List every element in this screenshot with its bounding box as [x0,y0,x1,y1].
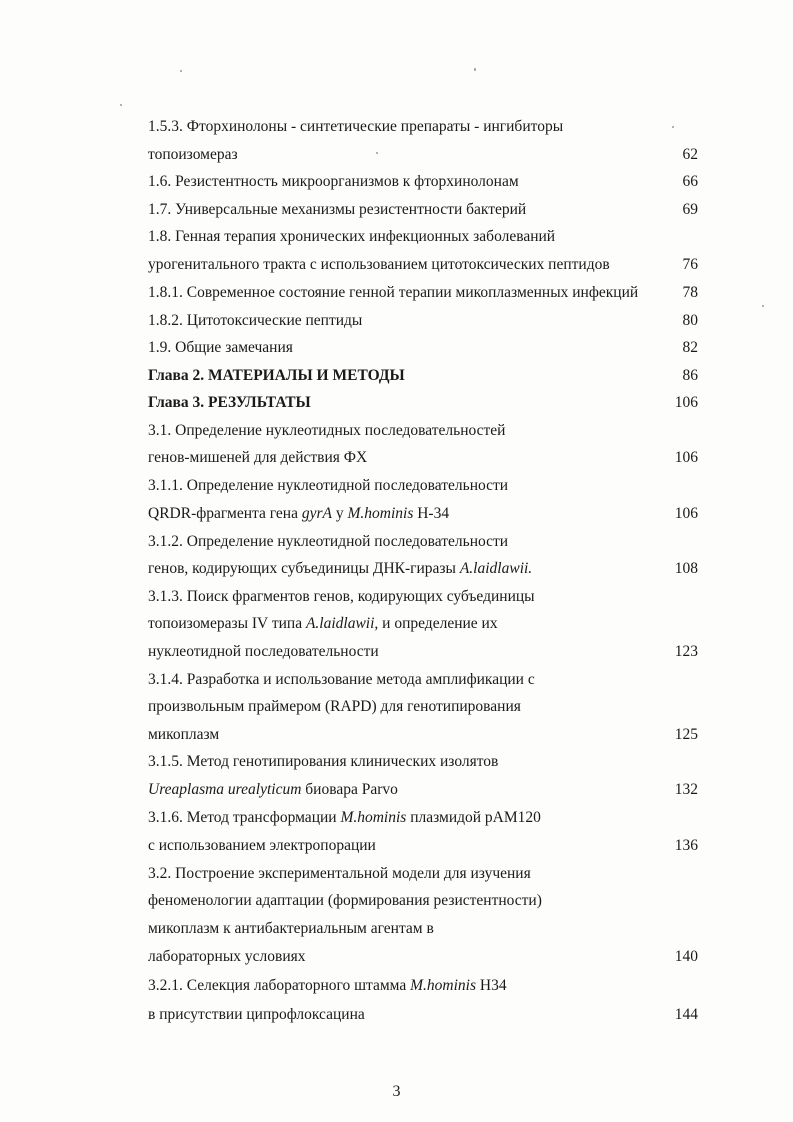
toc-entry [0,200,793,220]
toc-entry [0,227,793,247]
toc-entry [0,587,793,607]
toc-entry [0,283,793,303]
toc-entry [0,670,793,690]
toc-entry [0,117,793,137]
toc-entry [0,532,793,552]
toc-entry-title: 1.8. Генная терапия хронических инфекционных заболеваний [148,228,556,245]
toc-entry [0,725,793,745]
toc-entry-page: 80 [682,312,698,329]
toc-entry-title: 1.5.3. Фторхинолоны - синтетические препараты - ингибиторы [148,118,564,135]
scan-speck [120,104,122,106]
toc-entry [0,145,793,165]
toc-entry-title: 1.9. Общие замечания [148,339,293,356]
toc-entry-page: 123 [674,643,698,660]
toc-entry-title: 3.1.5. Метод генотипирования клинических изолятов [148,753,499,770]
toc-entry-title: Глава 3. РЕЗУЛЬТАТЫ [148,394,311,411]
toc-entry [0,504,793,524]
toc-entry-title: произвольным праймером (RAPD) для генотипирования [148,698,521,715]
toc-entry [0,808,793,828]
toc-entry-page: 69 [682,201,698,218]
toc-entry-title: с использованием электропорации [148,837,376,854]
toc-entry [0,311,793,331]
toc-entry-title: урогенитального тракта с использованием цитотоксических пептидов [148,256,610,273]
toc-entry-title: 3.1.2. Определение нуклеотидной последовательности [148,533,509,550]
toc-entry-title: 3.2.1. Селекция лабораторного штамма M.hominis H34 [148,977,507,994]
scan-speck [180,70,182,72]
toc-entry-page: 62 [682,146,698,163]
toc-entry [0,891,793,911]
toc-entry [0,1005,793,1025]
toc-entry-title: топоизомеразы IV типа A.laidlawii, и определение их [148,615,498,632]
toc-entry [0,752,793,772]
toc-entry-page: 82 [682,339,698,356]
toc-entry-page: 136 [674,837,698,854]
toc-entry-title: Ureaplasma urealyticum биовара Parvo [148,781,398,798]
toc-entry [0,836,793,856]
toc-entry [0,255,793,275]
page-number: 3 [392,1083,401,1100]
toc-entry-title: QRDR-фрагмента гена gyrA у M.hominis H-34 [148,505,450,522]
toc-entry-title: 3.1.3. Поиск фрагментов генов, кодирующих субъединицы [148,588,535,605]
toc-entry-page: 132 [674,781,698,798]
toc-entry-title: нуклеотидной последовательности [148,643,379,660]
toc-entry-page: 66 [682,173,698,190]
toc-entry-page: 106 [674,449,698,466]
toc-entry-title: 3.1.1. Определение нуклеотидной последовательности [148,477,509,494]
toc-entry-title: микоплазм к антибактериальным агентам в [148,920,434,937]
toc-entry-title: 1.8.2. Цитотоксические пептиды [148,312,363,329]
toc-entry [0,864,793,884]
toc-entry-title: 3.2. Построение экспериментальной модели для изучения [148,865,531,882]
toc-entry-page: 144 [674,1006,698,1023]
toc-entry [0,338,793,358]
toc-entry [0,780,793,800]
toc-entry-title: феноменологии адаптации (формирования резистентности) [148,892,542,909]
toc-entry-title: 3.1. Определение нуклеотидных последовательностей [148,422,506,439]
toc-entry-title: генов, кодирующих субъединицы ДНК-гиразы A.laidlawii. [148,560,533,577]
toc-entry-title: в присутствии ципрофлоксацина [148,1006,365,1023]
toc-entry-title: микоплазм [148,726,220,743]
toc-entry-page: 76 [682,256,698,273]
toc-entry [0,476,793,496]
toc-entry-title: генов-мишеней для действия ФХ [148,449,368,466]
toc-entry-title: 1.6. Резистентность микроорганизмов к фторхинолонам [148,173,519,190]
toc-entry-title: 1.7. Универсальные механизмы резистентности бактерий [148,201,527,218]
toc-entry-title: 3.1.4. Разработка и использование метода амплификации с [148,671,535,688]
toc-entry-page: 86 [682,367,698,384]
scan-speck [474,68,476,71]
toc-entry [0,559,793,579]
toc-entry [0,919,793,939]
toc-entry [0,421,793,441]
toc-entry [0,947,793,967]
toc-entry-page: 140 [674,948,698,965]
scan-speck [762,305,764,307]
toc-entry [0,172,793,192]
toc-entry [0,697,793,717]
toc-entry [0,642,793,662]
toc-entry-title: лабораторных условиях [148,948,306,965]
toc-entry-title: Глава 2. МАТЕРИАЛЫ И МЕТОДЫ [148,367,405,384]
toc-entry-title: топоизомераз [148,146,238,163]
toc-entry [0,976,793,996]
toc-chapter-heading [0,393,793,413]
toc-entry-title: 3.1.6. Метод трансформации M.hominis плазмидой pAM120 [148,809,541,826]
toc-chapter-heading [0,366,793,386]
toc-entry-page: 108 [674,560,698,577]
toc-entry-page: 106 [674,394,698,411]
toc-entry-title: 1.8.1. Современное состояние генной терапии микоплазменных инфекций [148,284,639,301]
toc-entry-page: 125 [674,726,698,743]
toc-entry [0,448,793,468]
toc-entry [0,614,793,634]
toc-entry-page: 78 [682,284,698,301]
toc-entry-page: 106 [674,505,698,522]
